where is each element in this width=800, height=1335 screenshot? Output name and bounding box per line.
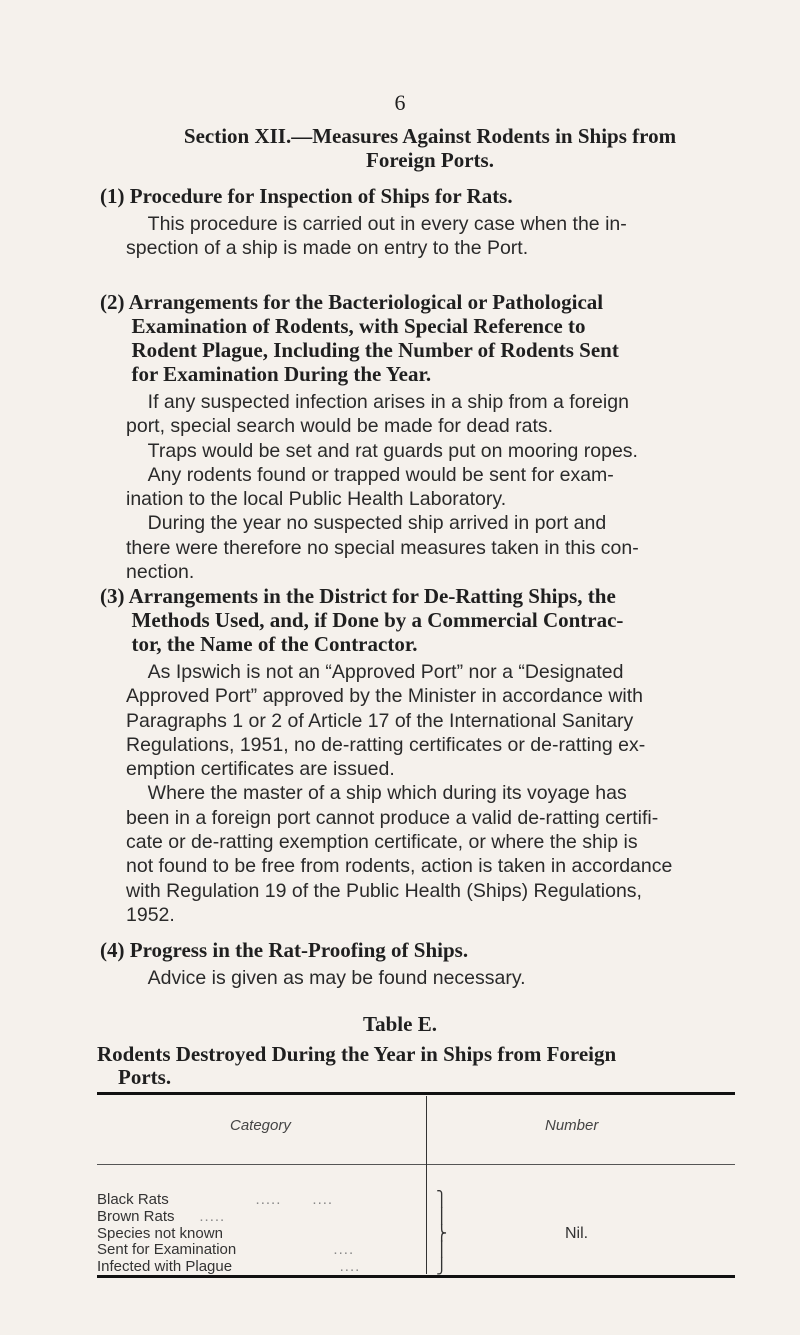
item-1-heading: (1) Procedure for Inspection of Ships for Rats. [100, 184, 513, 208]
table-value: Nil. [565, 1225, 589, 1242]
table-column-divider [426, 1096, 427, 1274]
item-4-heading: (4) Progress in the Rat-Proofing of Ships. [100, 938, 469, 962]
item-1-paragraph-1: This procedure is carried out in every case when the in- spection of a ship is made on entry to the Port. [126, 213, 627, 260]
item-3-heading: (3) Arrangements in the District for De-Ratting Ships, the Methods Used, and, if Done by a Commercial Contrac- tor, the Name of the Contractor. [100, 584, 624, 656]
section-title: Section XII.—Measures Against Rodents in Ships from Foreign Ports. [183, 124, 677, 172]
table-row: Black Rats ..... .... [97, 1191, 334, 1208]
table-row: Sent for Examination .... [97, 1241, 355, 1259]
table-row: Brown Rats ..... [97, 1207, 226, 1225]
column-header-number: Number [545, 1117, 599, 1134]
item-2-heading: (2) Arrangements for the Bacteriological or Pathological Examination of Rodents, with Special Reference to Rodent Plague, Including the Number of Rodents Sent for Examination During the Year. [100, 290, 619, 386]
item-2-paragraphs: If any suspected infection arises in a ship from a foreign port, special search would be made for dead rats. Traps would be set and rat guards put on mooring ropes. Any rodents found or trapped would be sent for exam- ination to the local Public Health Laboratory. During the year no suspected ship arrived in port and there were therefore no special measures taken in this con- nection. [126, 391, 639, 584]
page-number: 6 [394, 90, 406, 115]
table-row: Species not known [97, 1224, 223, 1242]
item-4-paragraph-1: Advice is given as may be found necessary. [126, 967, 526, 989]
table-bottom-rule [97, 1275, 735, 1278]
table-subtitle: Rodents Destroyed During the Year in Ships from Foreign Ports. [97, 1042, 617, 1089]
item-3-paragraphs: As Ipswich is not an “Approved Port” nor a “Designated Approved Port” approved by the Minister in accordance with Paragraphs 1 or 2 of Article 17 of the International Sanitary Regulations, 1951, no de-ratting certificates or de-ratting ex- emption certificates are issued. Where the master of a ship which during its voyage has been in a foreign port cannot produce a valid de-ratting certifi- cate or de-ratting exemption certificate, or where the ship is not found to be free from rodents, action is taken in accordance with Regulation 19 of the Public Health (Ships) Regulations, 1952. [126, 661, 673, 926]
brace-symbol: ⎫ ⎪ ⎬ ⎪ ⎭ [436, 1191, 448, 1276]
table-top-rule [97, 1092, 735, 1095]
table-category-list [97, 1192, 360, 1276]
table-row: Infected with Plague .... [97, 1258, 361, 1276]
table-header-rule [97, 1164, 735, 1165]
column-header-category: Category [230, 1117, 291, 1134]
table-title: Table E. [363, 1012, 437, 1036]
